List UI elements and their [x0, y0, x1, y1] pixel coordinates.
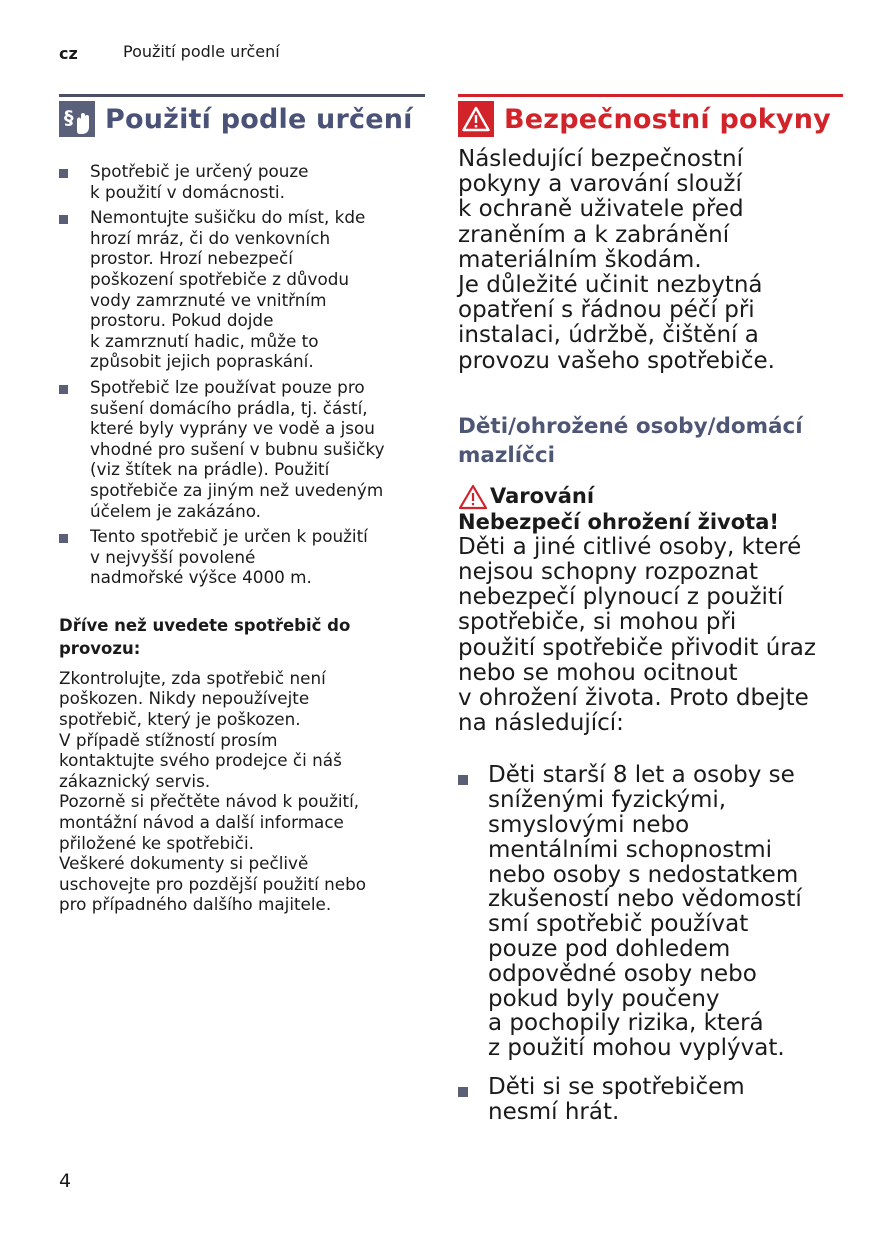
children-list: [458, 763, 843, 1124]
list-item-text: Děti si se spotřebičem nesmí hrát.: [488, 1074, 745, 1125]
children-heading: Děti/ohrožené osoby/domácí mazlíčci: [458, 413, 803, 468]
list-item-text: Spotřebič lze používat pouze pro sušení domácího prádla, tj. částí, které byly vyprány ve vodě a jsou vhodné pro sušení v bubnu sušičky (viz štítek na prádle). Použití spotřebiče za jiným než uvedeným účelem je zakázáno.: [90, 376, 385, 521]
header-title: Použití podle určení: [123, 42, 280, 61]
list-item: [458, 1075, 843, 1125]
warning-icon: [458, 101, 494, 137]
section-title: Použití podle určení: [105, 103, 413, 135]
list-item: [59, 161, 425, 202]
warning-text: Děti a jiné citlivé osoby, které nejsou schopny rozpoznat nebezpečí plynoucí z použití spotřebiče, si mohou při použití spotřebiče přivodit úraz nebo se mohou ocitnout v ohrožení života. Proto dbejte na následující:: [458, 533, 816, 737]
list-item-text: Tento spotřebič je určen k použití v nejvyšší povolené nadmořské výšce 4000 m.: [90, 526, 368, 588]
before-use-heading: Dříve než uvedete spotřebič do provozu:: [59, 615, 351, 658]
left-column: [59, 94, 425, 915]
list-item: [59, 377, 425, 521]
warning-label-row: [458, 484, 843, 510]
svg-text:§: §: [64, 107, 74, 129]
list-item: [59, 207, 425, 372]
list-item: [458, 763, 843, 1061]
section-header-safety: [458, 94, 843, 137]
warning-triangle-icon: [458, 484, 488, 510]
page-number: 4: [59, 1170, 72, 1192]
list-item-text: Nemontujte sušičku do míst, kde hrozí mráz, či do venkovních prostor. Hrozí nebezpečí poškození spotřebiče z důvodu vody zamrznuté ve vnitřním prostoru. Pokud dojde k zamrznutí hadic, může to způsobit jejich popraskání.: [90, 207, 366, 372]
list-item-text: Děti starší 8 let a osoby se sníženými fyzickými, smyslovými nebo mentálními schopnostmi nebo osoby s nedostatkem zkušeností nebo vědomostí smí spotřebič používat pouze pod dohledem odpovědné osoby nebo pokud byly poučeny a pochopily rizika, která z použití mohou vyplývat.: [488, 762, 802, 1062]
list-item: [59, 526, 425, 588]
safety-intro: Následující bezpečnostní pokyny a varování slouží k ochraně uživatele před zraněním a k zabránění materiálním škodám. Je důležité učinit nezbytná opatření s řádnou péčí při instalaci, údržbě, čištění a provozu vašeho spotřebiče.: [458, 146, 775, 374]
right-column: [458, 94, 843, 1139]
section-header-intended-use: [59, 94, 425, 137]
before-use-text: Zkontrolujte, zda spotřebič není poškozen. Nikdy nepoužívejte spotřebič, který je poškozen. V případě stížností prosím kontaktujte svého prodejce či náš zákaznický servis. Pozorně si přečtěte návod k použití, montážní návod a další informace přiložené ke spotřebiči. Veškeré dokumenty si pečlivě uschovejte pro pozdější použití nebo pro případného dalšího majitele.: [59, 667, 367, 915]
usage-list: [59, 161, 425, 588]
paragraph-hand-icon: [59, 101, 95, 137]
warning-title: Nebezpečí ohrožení života!: [458, 509, 779, 534]
list-item-text: Spotřebič je určený pouze k použití v domácnosti.: [90, 161, 309, 202]
warning-label: Varování: [490, 484, 595, 509]
section-title: Bezpečnostní pokyny: [504, 103, 831, 135]
header-language: cz: [59, 44, 78, 63]
